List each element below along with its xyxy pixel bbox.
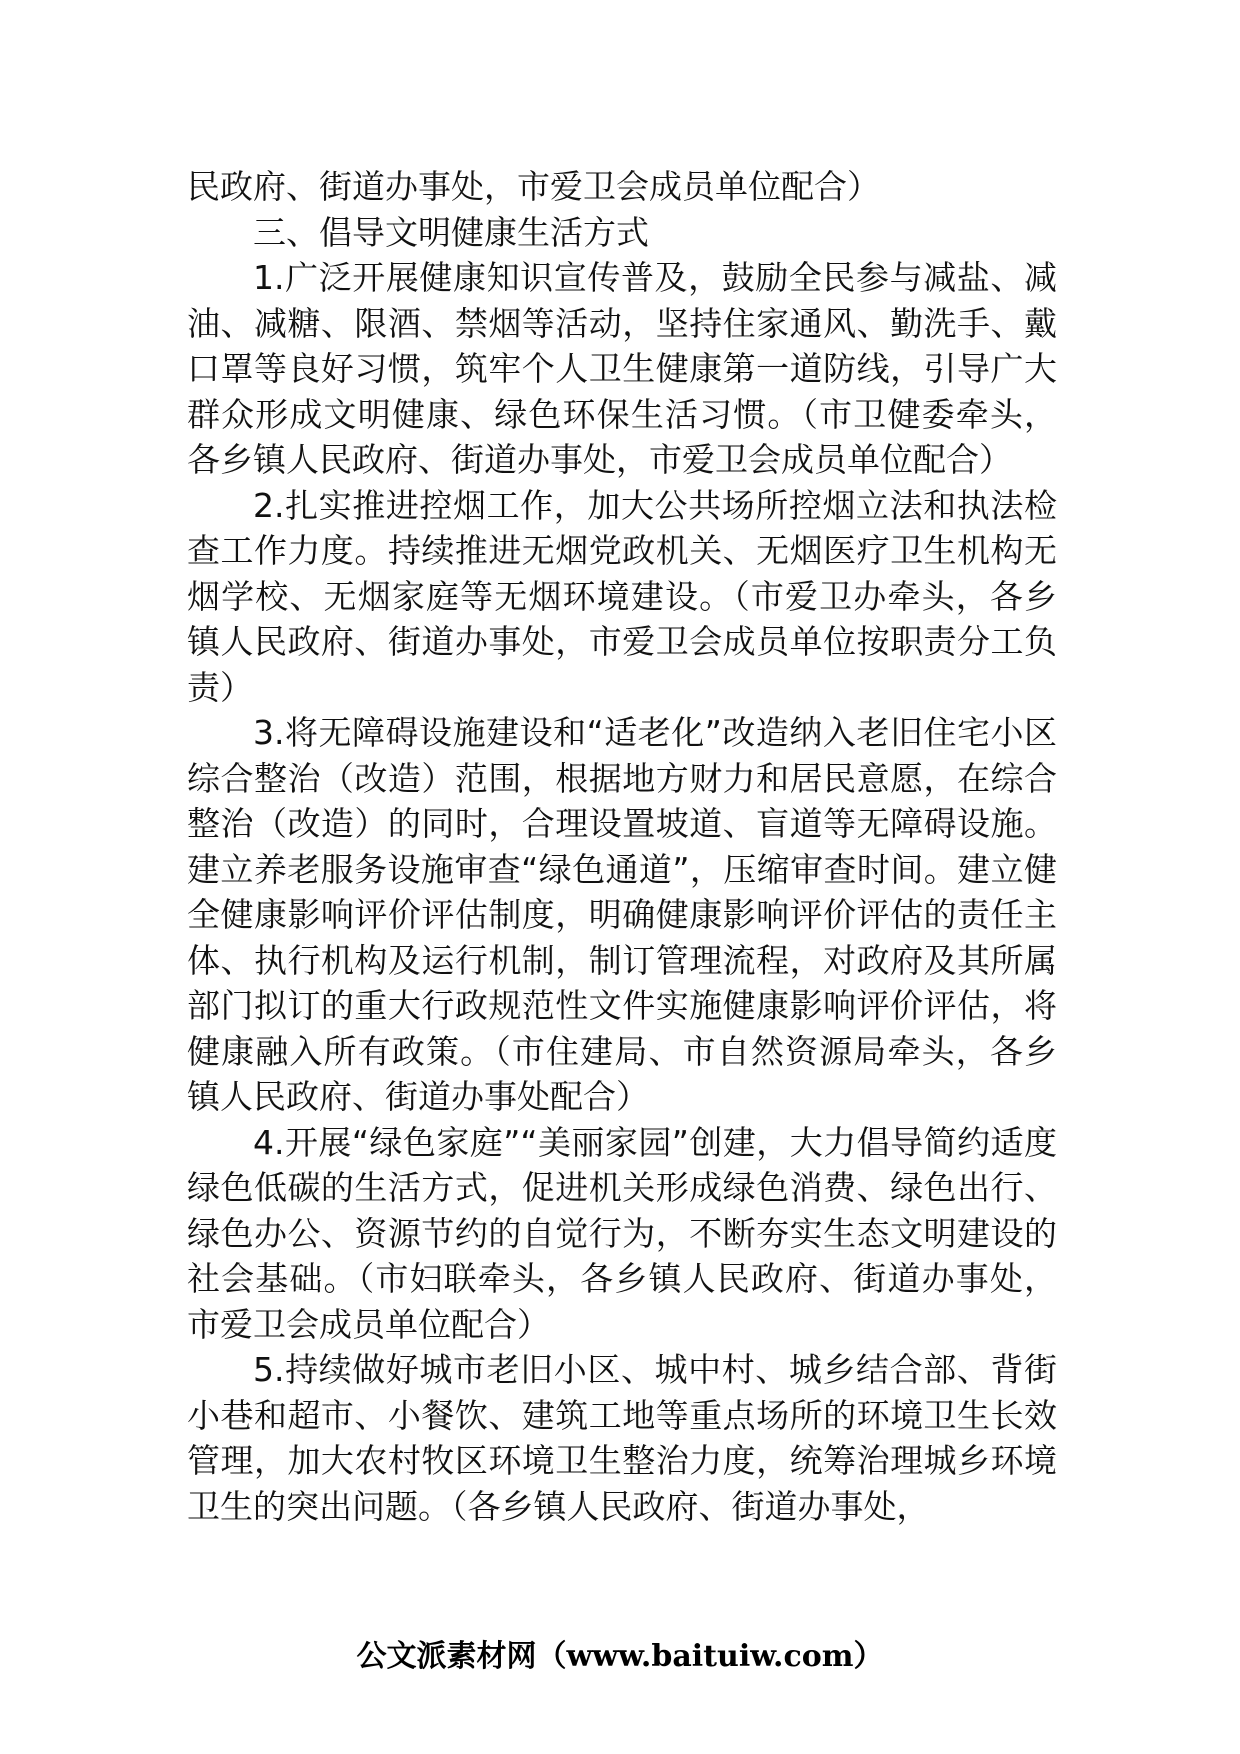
paragraph-item-2: 2.扎实推进控烟工作，加大公共场所控烟立法和执法检查工作力度。持续推进无烟党政机关、无烟医疗卫生机构无烟学校、无烟家庭等无烟环境建设。（市爱卫办牵头，各乡镇人民政府、街道办事处，市爱卫会成员单位按职责分工负责） [187, 485, 1057, 707]
section-heading: 三、倡导文明健康生活方式 [253, 212, 649, 252]
document-body [187, 164, 1057, 1529]
paragraph-item-1: 1.广泛开展健康知识宣传普及，鼓励全民参与减盐、减油、减糖、限酒、禁烟等活动，坚持住家通风、勤洗手、戴口罩等良好习惯，筑牢个人卫生健康第一道防线，引导广大群众形成文明健康、绿色环保生活习惯。（市卫健委牵头，各乡镇人民政府、街道办事处，市爱卫会成员单位配合） [187, 258, 1057, 479]
paragraph-item-5: 5.持续做好城市老旧小区、城中村、城乡结合部、背街小巷和超市、小餐饮、建筑工地等重点场所的环境卫生长效管理，加大农村牧区环境卫生整治力度，统筹治理城乡环境卫生的突出问题。（各乡镇人民政府、街道办事处， [187, 1350, 1057, 1526]
paragraph-item-3: 3.将无障碍设施建设和“适老化”改造纳入老旧住宅小区综合整治（改造）范围，根据地方财力和居民意愿，在综合整治（改造）的同时，合理设置坡道、盲道等无障碍设施。建立养老服务设施审查“绿色通道”，压缩审查时间。建立健全健康影响评价评估制度，明确健康影响评价评估的责任主体、执行机构及运行机制，制订管理流程，对政府及其所属部门拟订的重大行政规范性文件实施健康影响评价评估，将健康融入所有政策。（市住建局、市自然资源局牵头，各乡镇人民政府、街道办事处配合） [187, 713, 1057, 1116]
footer-watermark: 公文派素材网（www.baituiw.com） [356, 1639, 884, 1674]
paragraph-item-4: 4.开展“绿色家庭”“美丽家园”创建，大力倡导简约适度绿色低碳的生活方式，促进机关形成绿色消费、绿色出行、绿色办公、资源节约的自觉行为，不断夯实生态文明建设的社会基础。（市妇联牵头，各乡镇人民政府、街道办事处，市爱卫会成员单位配合） [187, 1122, 1057, 1344]
paragraph-continuation: 民政府、街道办事处，市爱卫会成员单位配合） [187, 167, 880, 206]
